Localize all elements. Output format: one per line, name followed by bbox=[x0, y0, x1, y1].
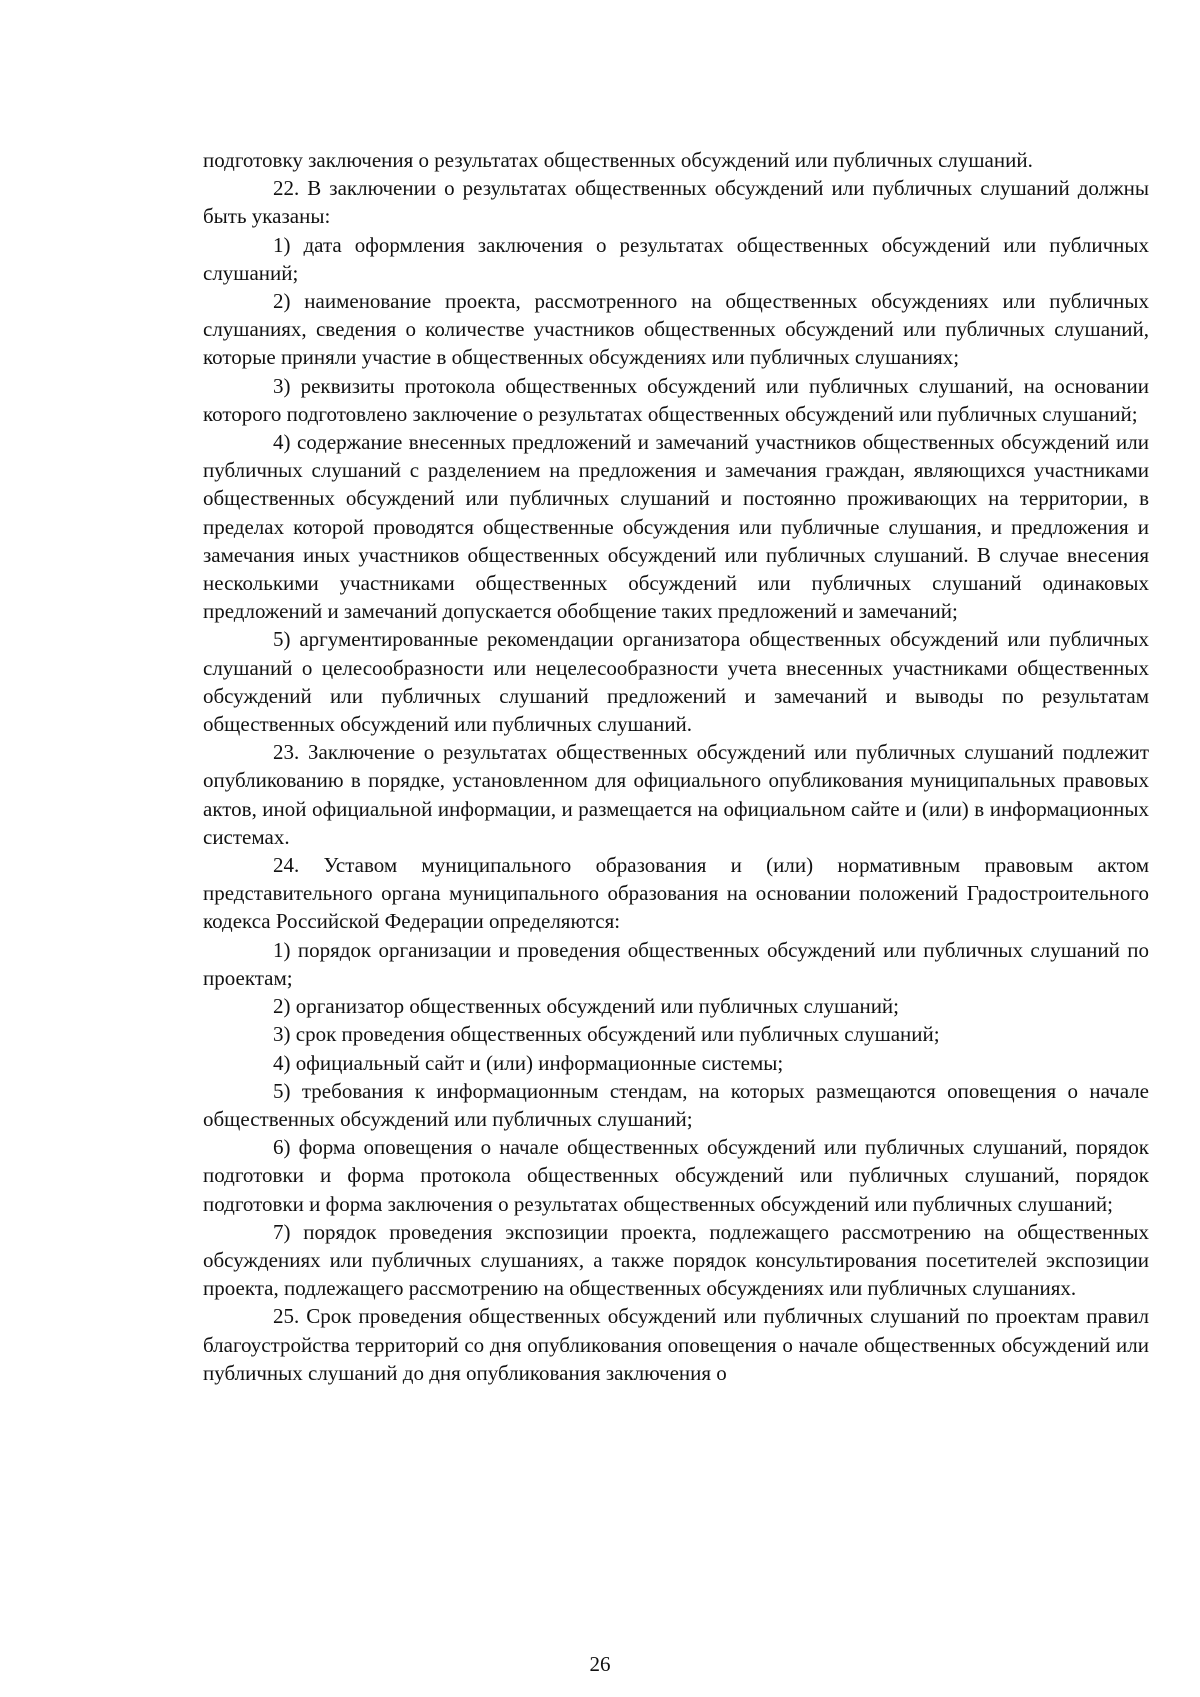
paragraph: 3) реквизиты протокола общественных обсуждений или публичных слушаний, на основании которого подготовлено заключение о результатах общественных обсуждений или публичных слушаний; bbox=[203, 373, 1149, 426]
paragraph: 23. Заключение о результатах общественных обсуждений или публичных слушаний подлежит опубликованию в порядке, установленном для официального опубликования муниципальных правовых актов, иной официальной информации, и размещается на официальном сайте и (или) в информационных системах. bbox=[203, 740, 1149, 849]
paragraph: 2) наименование проекта, рассмотренного на общественных обсуждениях или публичных слушаниях, сведения о количестве участников общественных обсуждений или публичных слушаний, которые приняли участие в общественных обсуждениях или публичных слушаниях; bbox=[203, 289, 1149, 370]
paragraph: 25. Срок проведения общественных обсуждений или публичных слушаний по проектам правил благоустройства территорий со дня опубликования оповещения о начале общественных обсуждений или публичных слушаний до дня опубликования заключения о bbox=[203, 1304, 1149, 1385]
paragraph: 4) официальный сайт и (или) информационные системы; bbox=[273, 1050, 784, 1075]
paragraph: 5) аргументированные рекомендации организатора общественных обсуждений или публичных слушаний о целесообразности или нецелесообразности учета внесенных участниками общественных обсуждений или публичных слушаний предложений и замечаний и выводы по результатам общественных обсуждений или публичных слушаний. bbox=[203, 627, 1149, 737]
paragraph: 1) порядок организации и проведения общественных обсуждений или публичных слушаний по проектам; bbox=[203, 937, 1149, 990]
paragraph: 4) содержание внесенных предложений и замечаний участников общественных обсуждений или публичных слушаний с разделением на предложения и замечания граждан, являющихся участниками общественных обсуждений или публичных слушаний и постоянно проживающих на территории, в пределах которой проводятся общественные обсуждения или публичные слушания, и предложения и замечания иных участников общественных обсуждений или публичных слушаний. В случае внесения несколькими участниками общественных обсуждений или публичных слушаний одинаковых предложений и замечаний допускается обобщение таких предложений и замечаний; bbox=[203, 430, 1149, 624]
paragraph: 3) срок проведения общественных обсуждений или публичных слушаний; bbox=[273, 1022, 940, 1047]
body-text bbox=[203, 146, 1149, 1387]
paragraph: 22. В заключении о результатах общественных обсуждений или публичных слушаний должны быть указаны: bbox=[203, 176, 1149, 229]
page-number: 26 bbox=[589, 1652, 611, 1676]
paragraph: 1) дата оформления заключения о результатах общественных обсуждений или публичных слушаний; bbox=[203, 232, 1149, 285]
paragraph: подготовку заключения о результатах общественных обсуждений или публичных слушаний. bbox=[203, 148, 1033, 172]
paragraph: 6) форма оповещения о начале общественных обсуждений или публичных слушаний, порядок подготовки и форма протокола общественных обсуждений или публичных слушаний, порядок подготовки и форма заключения о результатах общественных обсуждений или публичных слушаний; bbox=[203, 1135, 1149, 1216]
paragraph: 5) требования к информационным стендам, на которых размещаются оповещения о начале общественных обсуждений или публичных слушаний; bbox=[203, 1078, 1149, 1131]
paragraph: 2) организатор общественных обсуждений или публичных слушаний; bbox=[273, 994, 900, 1019]
paragraph: 24. Уставом муниципального образования и (или) нормативным правовым актом представительного органа муниципального образования на основании положений Градостроительного кодекса Российской Федерации определяются: bbox=[203, 853, 1149, 934]
paragraph: 7) порядок проведения экспозиции проекта, подлежащего рассмотрению на общественных обсуждениях или публичных слушаниях, а также порядок консультирования посетителей экспозиции проекта, подлежащего рассмотрению на общественных обсуждениях или публичных слушаниях. bbox=[203, 1219, 1149, 1301]
